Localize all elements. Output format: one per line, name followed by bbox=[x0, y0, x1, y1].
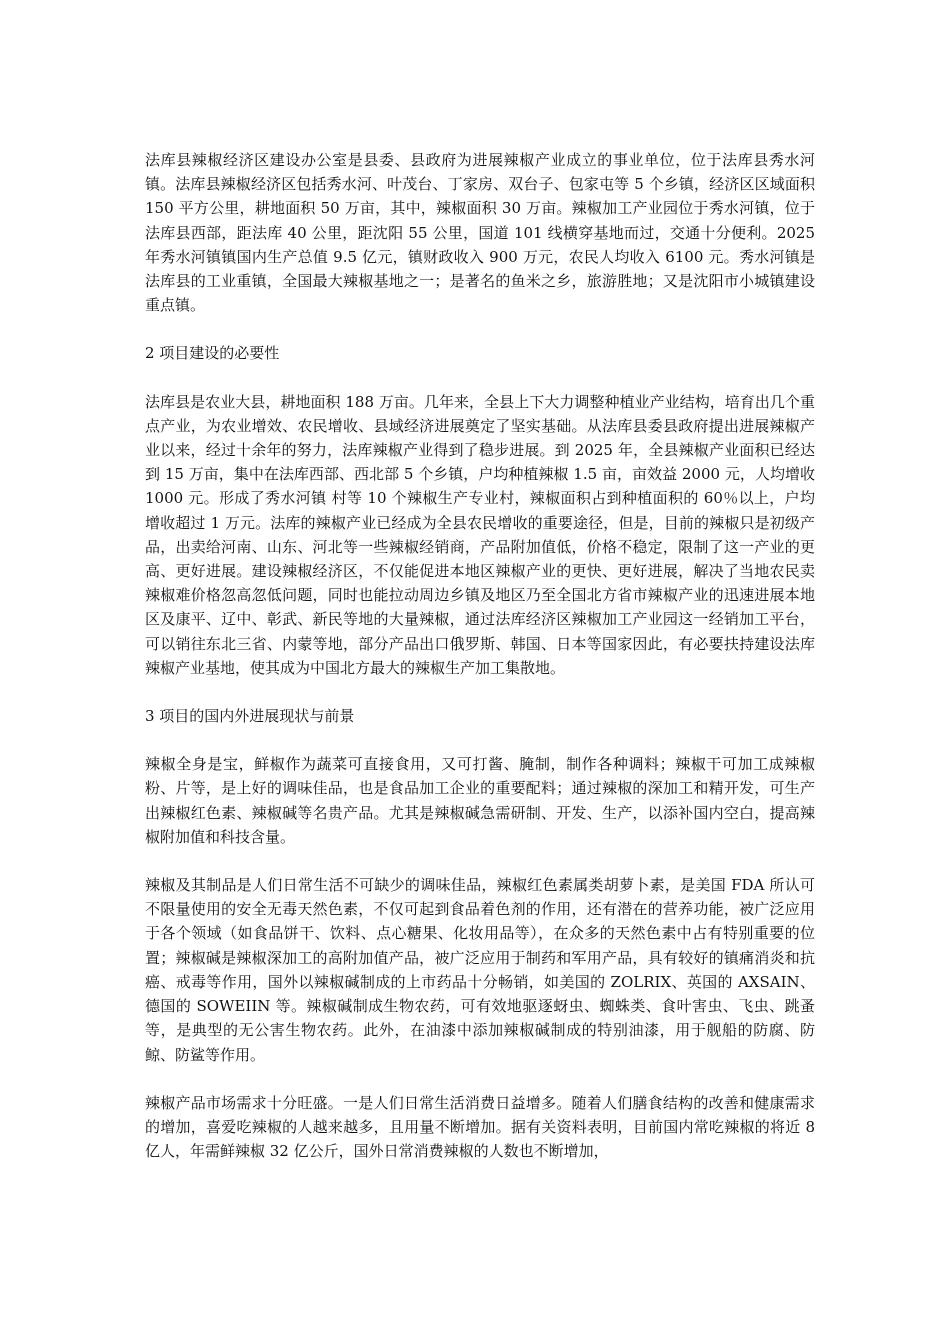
section-heading-status-prospects: 3 项目的国内外进展现状与前景 bbox=[145, 707, 355, 726]
paragraph-pepper-products: 辣椒及其制品是人们日常生活不可缺少的调味佳品，辣椒红色素属类胡萝卜素，是美国 FDA 所认可不限量使用的安全无毒天然色素，不仅可起到食品着色剂的作用，还有潜在的营养功能，被广泛应用于各个领域（如食品饼干、饮料、点心糖果、化妆用品等），在众多的天然色素中占有特别重要的位置；辣椒碱是辣椒深加工的高附加值产品，被广泛应用于制药和军用产品，具有较好的镇痛消炎和抗癌、戒毒等作用，国外以辣椒碱制成的上市药品十分畅销，如美国的 ZOLRIX、英国的 AXSAIN、德国的 SOWEIIN 等。辣椒碱制成生物农药，可有效地驱逐蚜虫、蜘蛛类、食叶害虫、飞虫、跳蚤等，是典型的无公害生物农药。此外，在油漆中添加辣椒碱制成的特别油漆，用于舰船的防腐、防鲸、防鲨等作用。 bbox=[145, 876, 815, 1064]
document-body bbox=[145, 148, 815, 1187]
paragraph-necessity: 法库县是农业大县，耕地面积 188 万亩。几年来，全县上下大力调整种植业产业结构，培育出几个重点产业，为农业增效、农民增收、县域经济进展奠定了坚实基础。从法库县委县政府提出进展辣椒产业以来，经过十余年的努力，法库辣椒产业得到了稳步进展。到 2025 年，全县辣椒产业面积已经达到 15 万亩，集中在法库西部、西北部 5 个乡镇，户均种植辣椒 1.5 亩，亩效益 2000 元，人均增收 1000 元。形成了秀水河镇 村等 10 个辣椒生产专业村，辣椒面积占到种植面积的 60％以上，户均增收超过 1 万元。法库的辣椒产业已经成为全县农民增收的重要途径，但是，目前的辣椒只是初级产品，出卖给河南、山东、河北等一些辣椒经销商，产品附加值低，价格不稳定，限制了这一产业的更高、更好进展。建设辣椒经济区，不仅能促进本地区辣椒产业的更快、更好进展，解决了当地农民卖辣椒难价格忽高忽低问题，同时也能拉动周边乡镇及地区乃至全国北方省市辣椒产业的迅速进展本地区及康平、辽中、彰武、新民等地的大量辣椒，通过法库经济区辣椒加工产业园这一经销加工平台，可以销往东北三省、内蒙等地，部分产品出口俄罗斯、韩国、日本等国家因此，有必要扶持建设法库辣椒产业基地，使其成为中国北方最大的辣椒生产加工集散地。 bbox=[145, 392, 815, 677]
paragraph-market-demand: 辣椒产品市场需求十分旺盛。一是人们日常生活消费日益增多。随着人们膳食结构的改善和健康需求的增加，喜爱吃辣椒的人越来越多，且用量不断增加。据有关资料表明，目前国内常吃辣椒的将近 8 亿人，年需鲜辣椒 32 亿公斤，国外日常消费辣椒的人数也不断增加， bbox=[145, 1093, 815, 1161]
section-heading-necessity: 2 项目建设的必要性 bbox=[145, 344, 280, 363]
paragraph-pepper-value: 辣椒全身是宝，鲜椒作为蔬菜可直接食用，又可打酱、腌制，制作各种调料；辣椒干可加工成辣椒粉、片等，是上好的调味佳品，也是食品加工企业的重要配料；通过辣椒的深加工和精开发，可生产出辣椒红色素、辣椒碱等名贵产品。尤其是辣椒碱急需研制、开发、生产，以添补国内空白，提高辣椒附加值和科技含量。 bbox=[145, 755, 815, 846]
paragraph-intro: 法库县辣椒经济区建设办公室是县委、县政府为进展辣椒产业成立的事业单位，位于法库县秀水河镇。法库县辣椒经济区包括秀水河、叶茂台、丁家房、双台子、包家屯等 5 个乡镇，经济区区域面积 150 平方公里，耕地面积 50 万亩，其中，辣椒面积 30 万亩。辣椒加工产业园位于秀水河镇，位于法库县西部，距法库 40 公里，距沈阳 55 公里，国道 101 线横穿基地而过，交通十分便利。2025 年秀水河镇镇国内生产总值 9.5 亿元，镇财政收入 900 万元，农民人均收入 6100 元。秀水河镇是法库县的工业重镇，全国最大辣椒基地之一；是著名的鱼米之乡，旅游胜地；又是沈阳市小城镇建设重点镇。 bbox=[145, 151, 815, 315]
